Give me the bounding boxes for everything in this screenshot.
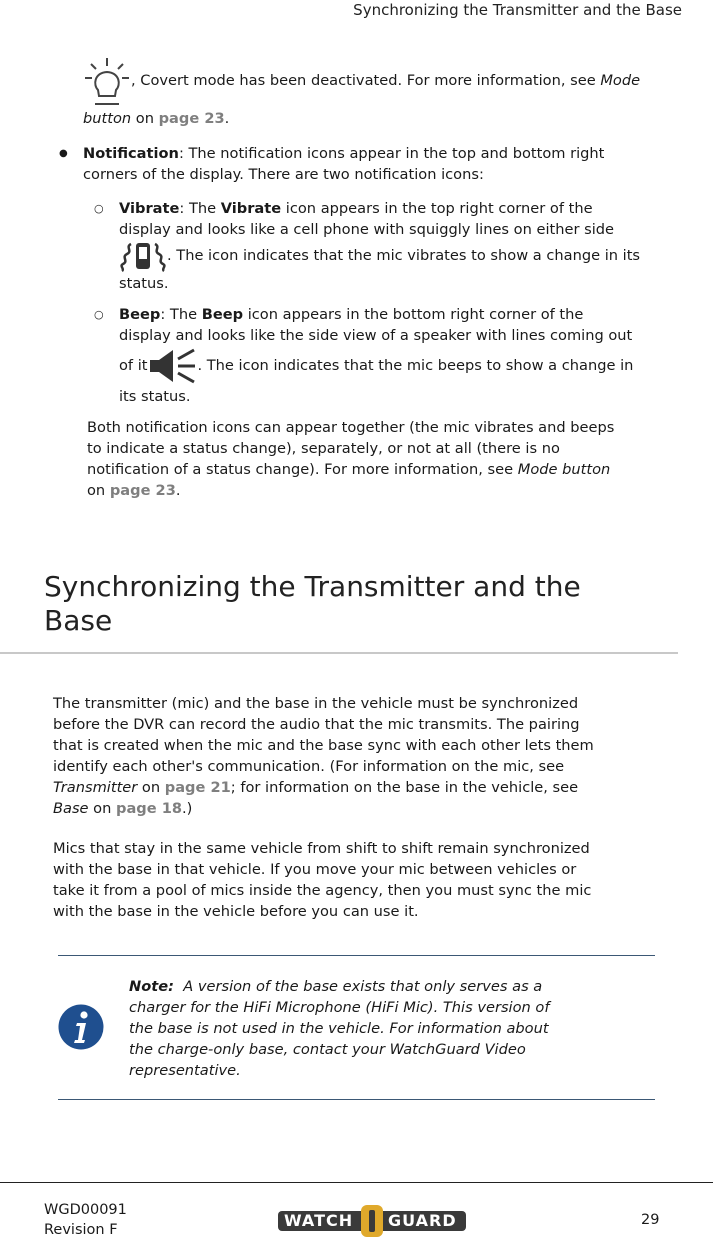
bullet-icon: ●	[59, 148, 68, 159]
mode-italic: Mode	[600, 72, 641, 89]
note-line-4: the charge-only base, contact your WatchGuard Video	[129, 1041, 526, 1058]
note-label: Note:	[129, 978, 174, 995]
vibrate-text-1: icon appears in the top right corner of the	[281, 200, 593, 217]
note-top-rule	[58, 955, 655, 956]
section-divider	[0, 652, 678, 654]
para2-line-3: take it from a pool of mics inside the agency, then you must sync the mic	[53, 882, 592, 899]
covert-text: , Covert mode has been deactivated. For more information, see	[131, 72, 601, 89]
para1-line-5-rest: ; for information on the base in the vehicle, see	[230, 779, 579, 796]
doc-id: WGD00091	[44, 1202, 127, 1218]
para2-line-4: with the base in the vehicle before you can use it.	[53, 903, 419, 920]
note-line-5: representative.	[129, 1062, 241, 1079]
vibrate-text-4: status.	[119, 275, 169, 292]
beep-label: Beep	[119, 306, 161, 323]
section-title-line-1: Synchronizing the Transmitter and the	[44, 570, 581, 603]
notification-text-2: corners of the display. There are two notification icons:	[83, 166, 484, 183]
transmitter-italic: Transmitter	[53, 779, 138, 796]
the-text-2: : The	[160, 306, 202, 323]
note-text	[129, 976, 629, 1081]
sync-paragraph-1	[53, 693, 693, 819]
para1-line-2: before the DVR can record the audio that the mic transmits. The pairing	[53, 716, 580, 733]
vibrate-text-2: display and looks like a cell phone with squiggly lines on either side	[119, 221, 615, 238]
note-line-3: the base is not used in the vehicle. For information about	[129, 1020, 549, 1037]
covert-mode-paragraph	[83, 56, 640, 129]
logo-text-left: WATCH	[284, 1211, 354, 1230]
para2-line-1: Mics that stay in the same vehicle from shift to shift remain synchronized	[53, 840, 590, 857]
both-text-2: to indicate a status change), separately, or not at all (there is no	[87, 440, 560, 457]
both-text-1: Both notification icons can appear together (the mic vibrates and beeps	[87, 419, 615, 436]
footer-doc-info	[44, 1200, 127, 1240]
the-text: : The	[179, 200, 221, 217]
para1-line-4: identify each other's communication. (For information on the mic, see	[53, 758, 565, 775]
page-23-link[interactable]: page 23	[158, 110, 225, 127]
period-2: .	[175, 482, 181, 499]
notification-item	[83, 143, 604, 185]
beep-text-4: its status.	[119, 388, 191, 405]
beep-text-3a: of it	[119, 357, 148, 374]
para1-line-1: The transmitter (mic) and the base in the vehicle must be synchronized	[53, 695, 579, 712]
para2-line-2: with the base in that vehicle. If you move your mic between vehicles or	[53, 861, 577, 878]
para1-line-3: that is created when the mic and the base sync with each other lets them	[53, 737, 594, 754]
beep-item	[119, 304, 704, 407]
on-text-4: on	[88, 800, 117, 817]
page-18-link[interactable]: page 18	[116, 800, 183, 817]
lightbulb-icon	[83, 56, 131, 106]
notification-label: Notification	[83, 145, 179, 162]
on-text-2: on	[87, 482, 110, 499]
watchguard-logo	[278, 1205, 466, 1239]
beep-label-2: Beep	[201, 306, 244, 323]
revision: Revision F	[44, 1222, 118, 1238]
beep-text-3b: . The icon indicates that the mic beeps to show a change in	[197, 357, 634, 374]
note-line-1: A version of the base exists that only serves as a	[173, 978, 543, 995]
section-title	[44, 570, 644, 638]
note-line-2: charger for the HiFi Microphone (HiFi Mic). This version of	[129, 999, 550, 1016]
page-23-link-2[interactable]: page 23	[109, 482, 176, 499]
mode-button-italic: Mode button	[517, 461, 611, 478]
sync-paragraph-2	[53, 838, 693, 922]
circle-bullet-icon: ○	[94, 202, 104, 215]
footer-rule	[0, 1182, 713, 1183]
section-title-line-2: Base	[44, 604, 113, 637]
period: .	[224, 110, 230, 127]
vibrate-text-3: . The icon indicates that the mic vibrates to show a change in its	[167, 247, 641, 264]
vibrate-label-2: Vibrate	[220, 200, 282, 217]
info-icon	[58, 1004, 104, 1050]
vibrate-item	[119, 198, 704, 294]
both-text-3: notification of a status change). For more information, see	[87, 461, 518, 478]
on-text-3: on	[137, 779, 165, 796]
page-21-link[interactable]: page 21	[164, 779, 231, 796]
base-italic: Base	[53, 800, 89, 817]
note-bottom-rule	[58, 1099, 655, 1100]
logo-text-right: GUARD	[388, 1211, 457, 1230]
notification-text: : The notification icons appear in the top and bottom right	[178, 145, 605, 162]
button-italic: button	[83, 110, 132, 127]
running-header: Synchronizing the Transmitter and the Base	[353, 1, 682, 19]
para1-end: .)	[182, 800, 193, 817]
page-number: 29	[641, 1212, 660, 1228]
both-icons-paragraph	[87, 417, 687, 501]
on-text: on	[131, 110, 159, 127]
circle-bullet-icon-2: ○	[94, 308, 104, 321]
vibrate-phone-icon	[119, 240, 167, 272]
beep-text-1: icon appears in the bottom right corner of the	[243, 306, 584, 323]
beep-text-2: display and looks like the side view of a speaker with lines coming out	[119, 327, 633, 344]
vibrate-label: Vibrate	[119, 200, 180, 217]
speaker-icon	[147, 347, 197, 385]
